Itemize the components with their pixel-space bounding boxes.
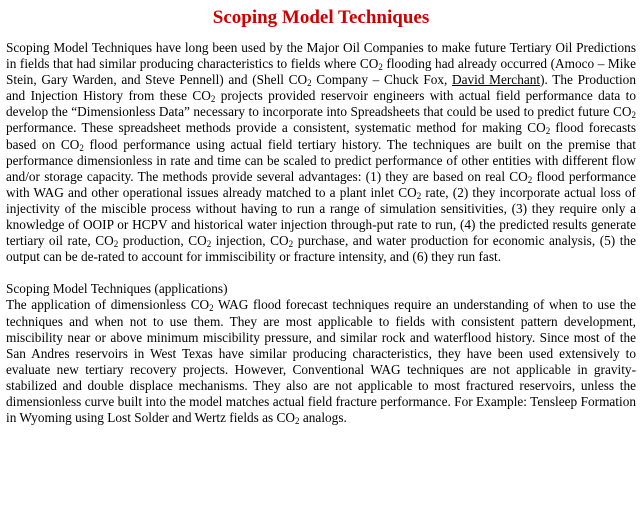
- subscript-2: 2: [545, 126, 551, 137]
- underlined-text: David Merchant: [452, 72, 541, 88]
- text-segment: rate, (2) they incorporate actual loss of injectivity of the miscible process without having to run a range of simulation sensitivities, (3) they require only a knowledge of OOIP or HCPV and historical water injection through-put rate to run, (4) the predicted results generate tertiary oil rate, CO: [6, 184, 636, 249]
- subscript-2: 2: [378, 62, 383, 73]
- applications-paragraph: [6, 297, 636, 426]
- text-segment: flood performance using actual field tertiary history. The techniques are built on the premise that performance dimensionless in rate and time can be scaled to predict performance of other entities with different flow and/or storage capacity. The methods provide several advantages: (1) they are based on real CO: [6, 136, 636, 184]
- subscript-2: 2: [210, 94, 216, 105]
- subscript-2: 2: [209, 303, 214, 314]
- intro-paragraph: [6, 40, 636, 265]
- subscript-2: 2: [527, 174, 533, 185]
- subscript-2: 2: [206, 239, 212, 250]
- document-page: [6, 6, 636, 426]
- text-segment: flood performance with WAG and other operational issues already matched to a plant inlet CO: [6, 168, 636, 200]
- text-segment: ). The Production and Injection History from these CO: [6, 72, 636, 104]
- text-segment: production, CO: [118, 233, 207, 249]
- text-segment: purchase, and water production for economic analysis, (5) the output can be de-rated to account for immiscibility or fracture intensity, and (6) they run fast.: [6, 233, 636, 265]
- document-title: Scoping Model Techniques: [212, 7, 430, 28]
- text-segment: analogs.: [299, 410, 347, 426]
- subscript-2: 2: [295, 416, 300, 427]
- text-segment: WAG flood forecast techniques require an understanding of when to use the techniques and when not to use them. They are most applicable to fields with consistent pattern development, miscibility near or above minimum miscibility pressure, and similar rock and waterflood history. Since most of the San Andres reservoirs in West Texas have similar producing characteristics, they have been used extensively to evaluate new tertiary recovery projects. However, Conventional WAG techniques are not applicable in gravity-stabilized and double displace mechanisms. They also are not applicable to most fractured reservoirs, unless the dimensionless curve built into the model matches actual field fracture performance. For Example: Tensleep Formation in Wyoming using Lost Solder and Wertz fields as CO: [6, 297, 636, 426]
- subscript-2: 2: [307, 78, 312, 89]
- text-segment: flooding had already occurred (Amoco – Mike Stein, Gary Warden, and Steve Pennell) and (Shell CO: [6, 56, 636, 88]
- subscript-2: 2: [416, 190, 422, 201]
- text-segment: performance. These spreadsheet methods provide a consistent, systematic method for making CO: [6, 120, 546, 136]
- text-segment: The application of dimensionless CO: [6, 297, 210, 313]
- subscript-2: 2: [79, 142, 84, 153]
- text-segment: flood forecasts based on CO: [6, 120, 636, 152]
- text-segment: projects provided reservoir engineers with actual field performance data to develop the “Dimensionless Data” necessary to incorporate into Spreadsheets that could be used to predict future CO: [6, 88, 636, 120]
- subscript-2: 2: [288, 239, 294, 250]
- text-segment: Company – Chuck Fox,: [311, 72, 452, 88]
- text-segment: injection, CO: [211, 233, 289, 249]
- subscript-2: 2: [631, 110, 636, 121]
- applications-subheading: Scoping Model Techniques (applications): [6, 281, 228, 297]
- subscript-2: 2: [113, 239, 119, 250]
- text-segment: Scoping Model Techniques have long been used by the Major Oil Companies to make future Tertiary Oil Predictions in fields that had similar producing characteristics to fields where CO: [6, 40, 636, 72]
